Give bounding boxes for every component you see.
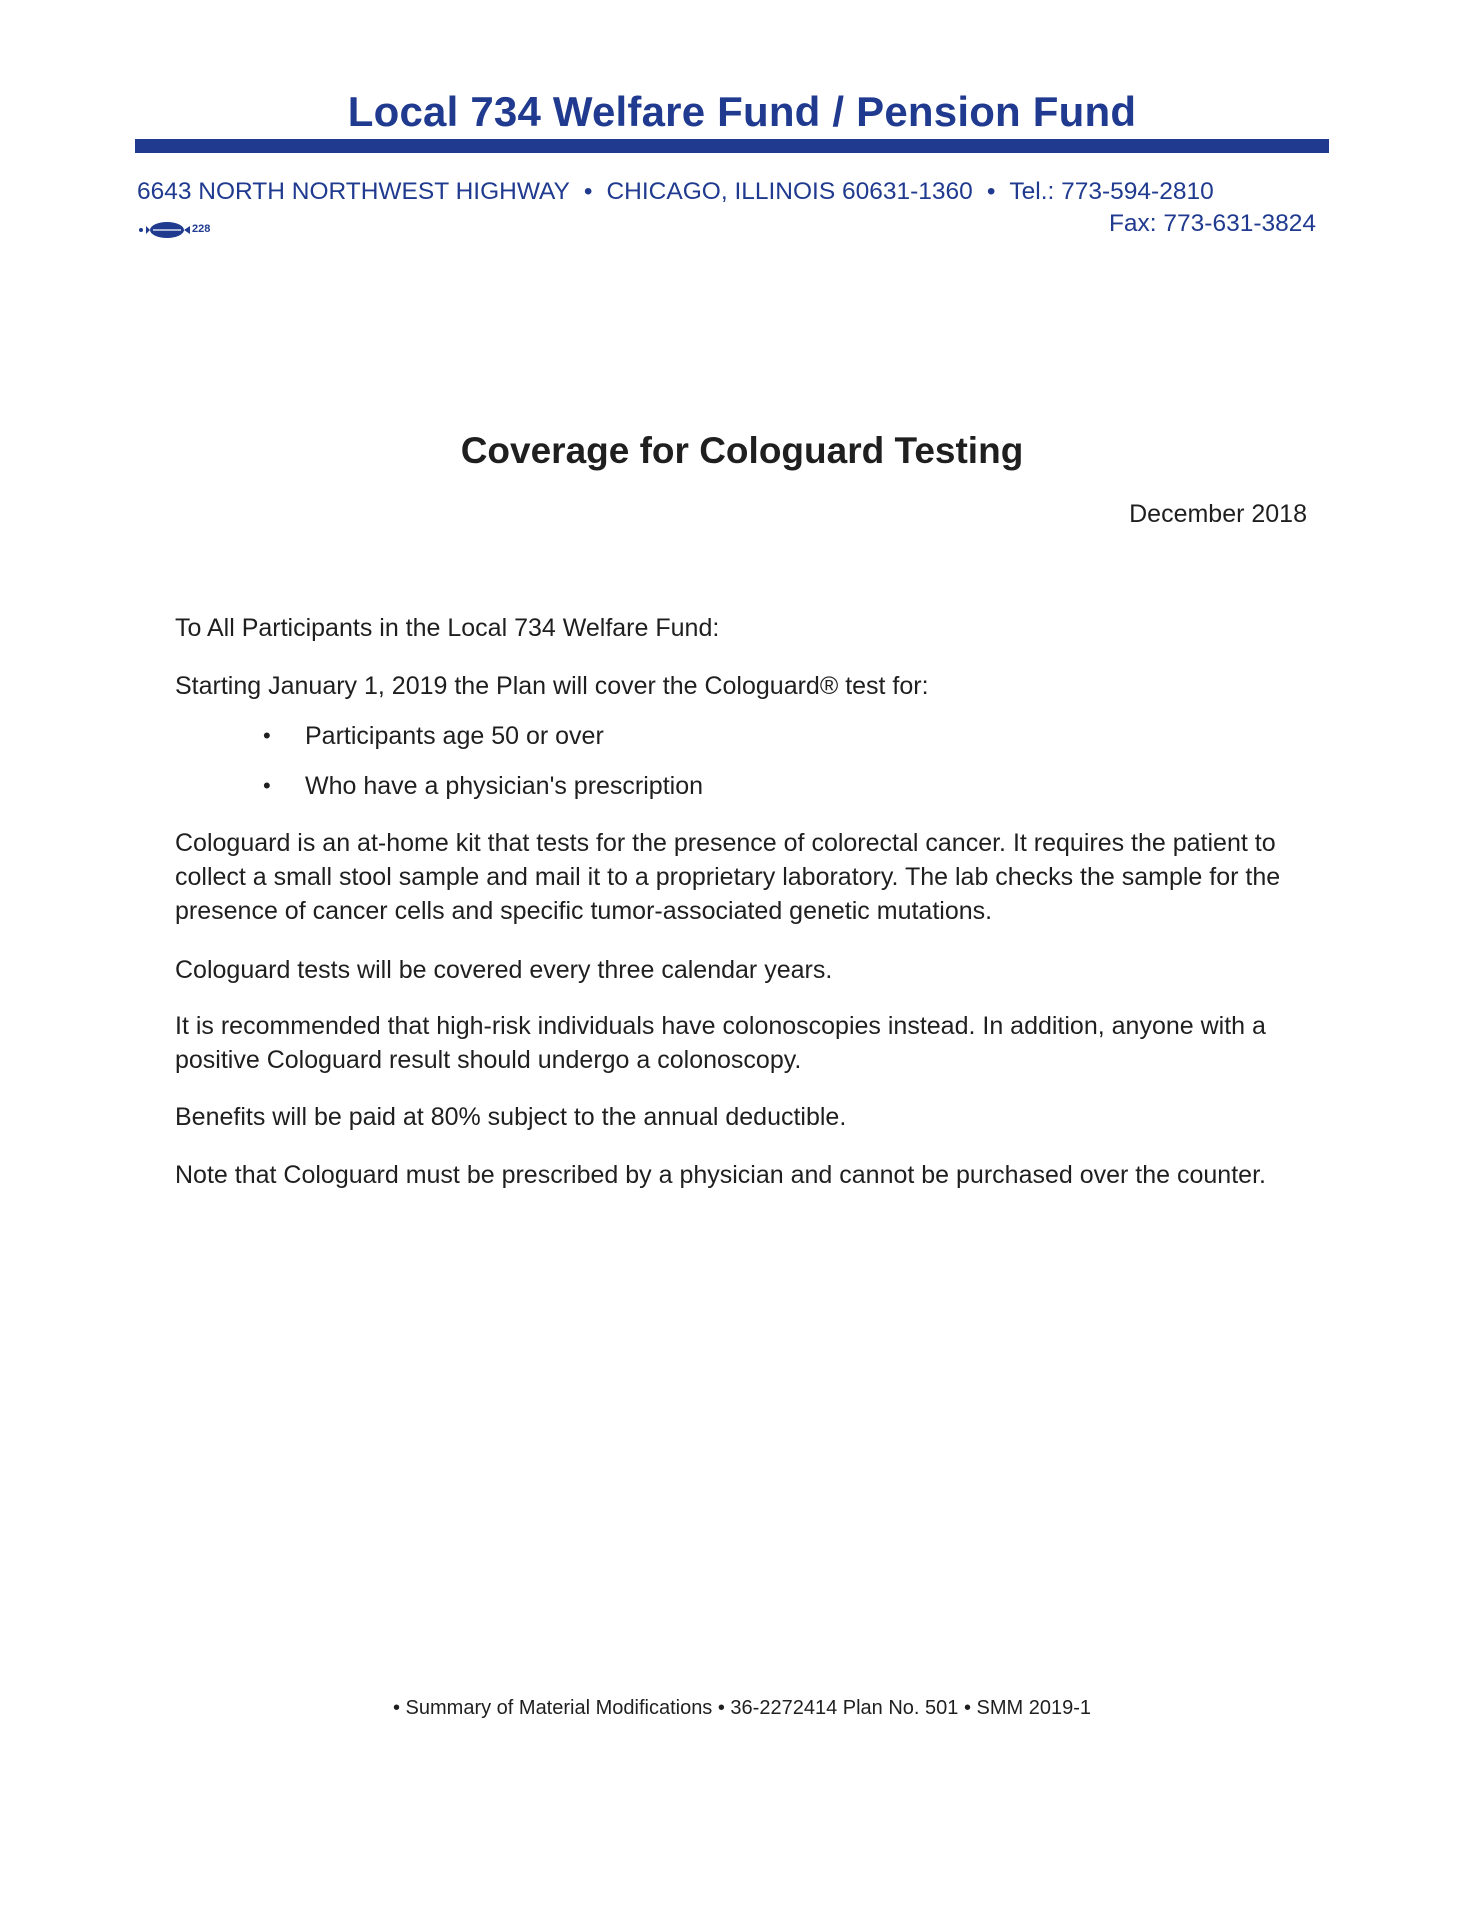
bullet-icon: • xyxy=(263,773,271,798)
list-item xyxy=(255,769,703,803)
benefits-paragraph: Benefits will be paid at 80% subject to the annual deductible. xyxy=(175,1103,847,1131)
frequency-paragraph: Cologuard tests will be covered every three calendar years. xyxy=(175,956,833,984)
address-line xyxy=(137,178,1214,206)
street-address: 6643 NORTH NORTHWEST HIGHWAY xyxy=(137,178,570,205)
recommendation-paragraph: It is recommended that high-risk individuals have colonoscopies instead. In addition, anyone with a positive Cologuard result should undergo a colonoscopy. xyxy=(175,1012,1266,1074)
eligibility-list xyxy=(255,719,703,819)
separator-bullet: • xyxy=(583,178,593,205)
city-address: CHICAGO, ILLINOIS 60631-1360 xyxy=(606,178,973,205)
separator-bullet: • xyxy=(986,178,996,205)
salutation: To All Participants in the Local 734 Welfare Fund: xyxy=(175,614,720,642)
union-bug-logo-icon xyxy=(137,218,227,242)
fax-number: Fax: 773-631-3824 xyxy=(1108,210,1316,237)
page-title: Coverage for Cologuard Testing xyxy=(460,430,1024,471)
intro-paragraph: Starting January 1, 2019 the Plan will cover the Cologuard® test for: xyxy=(175,672,929,700)
note-paragraph: Note that Cologuard must be prescribed by a physician and cannot be purchased over the counter. xyxy=(175,1161,1266,1189)
letterhead-title: Local 734 Welfare Fund / Pension Fund xyxy=(347,88,1137,135)
letterhead-rule xyxy=(135,139,1329,153)
telephone: Tel.: 773-594-2810 xyxy=(1009,178,1214,205)
union-bug-number: 228 xyxy=(192,223,211,235)
document-date: December 2018 xyxy=(1129,500,1307,528)
bullet-icon: • xyxy=(263,723,271,748)
list-item-text: Participants age 50 or over xyxy=(305,722,604,750)
list-item-text: Who have a physician's prescription xyxy=(305,772,704,800)
footer-line: • Summary of Material Modifications • 36-2272414 Plan No. 501 • SMM 2019-1 xyxy=(392,1697,1091,1719)
list-item xyxy=(255,719,703,753)
description-paragraph: Cologuard is an at-home kit that tests for the presence of colorectal cancer. It requires the patient to collect a small stool sample and mail it to a proprietary laboratory. The lab checks the sample for the presence of cancer cells and specific tumor-associated genetic mutations. xyxy=(175,829,1281,925)
